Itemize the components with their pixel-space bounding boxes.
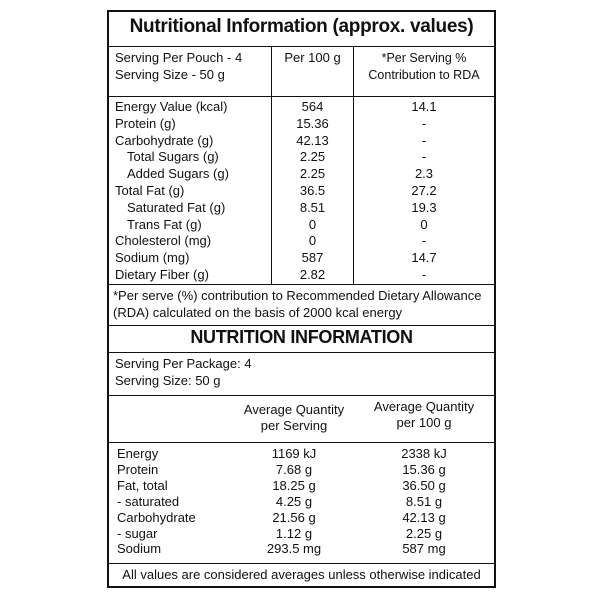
value-per100: 587 mg xyxy=(402,541,446,557)
col-header-per100: Per 100 g xyxy=(284,50,341,65)
nutrient-name: - saturated xyxy=(117,493,180,509)
value-per-serving: 1169 kJ xyxy=(271,446,317,461)
value-per100: 0 xyxy=(308,216,317,232)
value-per100: 2.25 g xyxy=(405,525,443,541)
nutrient-name: Total Sugars (g) xyxy=(127,149,219,165)
table1-title: Nutritional Information (approx. values) xyxy=(129,16,474,37)
value-per100: 36.5 xyxy=(299,183,326,198)
col-header-per-serving: Average Quantity xyxy=(243,402,345,417)
value-per-serving: 293.5 mg xyxy=(266,541,322,557)
value-rda: - xyxy=(421,115,427,131)
value-rda: 14.7 xyxy=(411,250,437,266)
serving-size: Serving Size: 50 g xyxy=(115,373,221,388)
divider xyxy=(109,96,494,97)
serving-per-pouch: Serving Per Pouch - 4 xyxy=(115,50,243,65)
divider xyxy=(109,46,494,47)
col-header-rda: *Per Serving % xyxy=(381,51,467,65)
nutrient-name: Saturated Fat (g) xyxy=(127,199,226,215)
rda-note: *Per serve (%) contribution to Recommended Dietary Allowance xyxy=(113,288,482,303)
divider xyxy=(109,352,494,353)
value-per100: 2.25 xyxy=(299,149,326,165)
value-rda: - xyxy=(421,132,427,148)
value-per100: 42.13 g xyxy=(402,509,446,525)
nutrient-name: Trans Fat (g) xyxy=(127,216,202,232)
table2-title: NUTRITION INFORMATION xyxy=(190,327,413,347)
col-header-rda: Contribution to RDA xyxy=(368,68,480,82)
value-per100: 587 xyxy=(301,250,324,266)
value-rda: - xyxy=(421,149,427,165)
value-per100: 2.25 xyxy=(299,166,326,182)
nutrient-name: Carbohydrate xyxy=(117,509,196,525)
nutrient-name: Total Fat (g) xyxy=(115,183,185,198)
value-rda: - xyxy=(421,233,427,249)
nutrient-name: Sodium (mg) xyxy=(115,250,190,266)
value-rda: 27.2 xyxy=(411,183,437,198)
value-rda: - xyxy=(421,267,427,282)
serving-per-package: Serving Per Package: 4 xyxy=(115,356,252,371)
value-per100: 15.36 g xyxy=(402,461,446,477)
divider xyxy=(109,325,494,326)
rda-note: (RDA) calculated on the basis of 2000 kcal energy xyxy=(113,305,403,320)
value-per100: 42.13 xyxy=(296,132,329,148)
value-per100: 2.82 xyxy=(299,267,326,282)
value-rda: 14.1 xyxy=(411,99,437,114)
value-per100: 8.51 g xyxy=(405,493,443,509)
nutrient-name: Carbohydrate (g) xyxy=(115,132,214,148)
value-per-serving: 21.56 g xyxy=(272,509,316,525)
divider xyxy=(109,284,494,285)
nutrient-name: Added Sugars (g) xyxy=(127,166,229,182)
value-rda: 0 xyxy=(420,216,428,232)
value-per-serving: 18.25 g xyxy=(272,477,316,493)
value-rda: 2.3 xyxy=(414,166,434,182)
nutrient-name: Cholesterol (mg) xyxy=(115,233,212,249)
nutrition-label xyxy=(107,10,496,588)
nutrient-name: Protein (g) xyxy=(115,115,176,131)
value-per100: 2338 kJ xyxy=(401,446,447,461)
value-per100: 8.51 xyxy=(299,199,326,215)
divider xyxy=(109,395,494,396)
nutrient-name: Energy xyxy=(117,446,159,461)
value-per100: 0 xyxy=(308,233,317,249)
value-per100: 36.50 g xyxy=(402,477,446,493)
nutrient-name: Dietary Fiber (g) xyxy=(115,267,209,282)
value-per100: 15.36 xyxy=(296,115,329,131)
divider xyxy=(109,563,494,564)
value-per-serving: 4.25 g xyxy=(275,493,313,509)
nutrient-name: Sodium xyxy=(117,541,162,557)
value-per100: 564 xyxy=(301,99,324,114)
value-per-serving: 7.68 g xyxy=(275,461,313,477)
serving-size: Serving Size - 50 g xyxy=(115,67,225,82)
value-per-serving: 1.12 g xyxy=(275,525,313,541)
col-header-per100: per 100 g xyxy=(396,415,452,430)
nutrient-name: - sugar xyxy=(117,525,158,541)
nutrient-name: Protein xyxy=(117,461,159,477)
value-rda: 19.3 xyxy=(411,199,437,215)
divider xyxy=(109,442,494,443)
col-header-per-serving: per Serving xyxy=(260,418,328,433)
footer-note: All values are considered averages unless otherwise indicated xyxy=(122,567,481,582)
nutrient-name: Energy Value (kcal) xyxy=(115,99,228,114)
col-header-per100: Average Quantity xyxy=(373,399,475,414)
nutrient-name: Fat, total xyxy=(117,477,168,493)
